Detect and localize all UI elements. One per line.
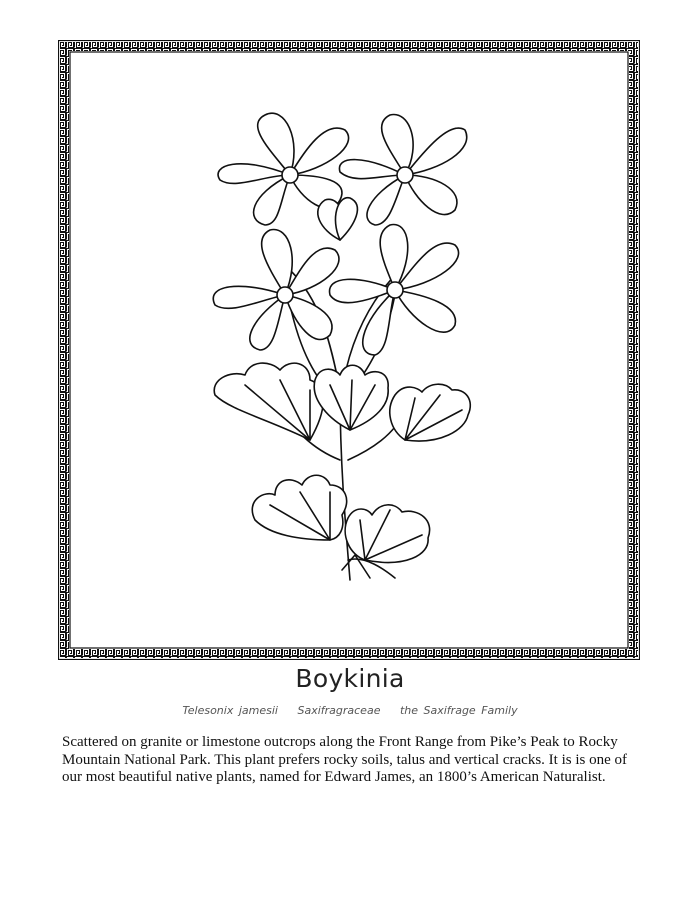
family-name: Saxifragraceae: [297, 704, 381, 717]
leaf: [314, 365, 388, 430]
flower-head: [213, 230, 339, 350]
family-common-name: the Saxifrage Family: [399, 704, 518, 717]
plant-taxonomy-line: [0, 704, 700, 717]
leaf: [252, 475, 346, 540]
leaf: [390, 384, 471, 441]
leaf: [214, 363, 323, 440]
flower-head: [339, 115, 466, 225]
plant-common-name: Boykinia: [295, 664, 405, 693]
scientific-name: Telesonix jamesii: [182, 704, 278, 717]
flower-head: [330, 225, 459, 355]
plant-description: Scattered on granite or limestone outcrops along the Front Range from Pike’s Peak to Rocky Mountain National Park. This plant prefers rocky soils, talus and vertical cracks. It is is one of our most beautiful native plants, named for Edward James, an 1800’s American Naturalist.: [62, 734, 628, 785]
leaf: [345, 505, 429, 563]
boykinia-illustration: [190, 100, 490, 600]
